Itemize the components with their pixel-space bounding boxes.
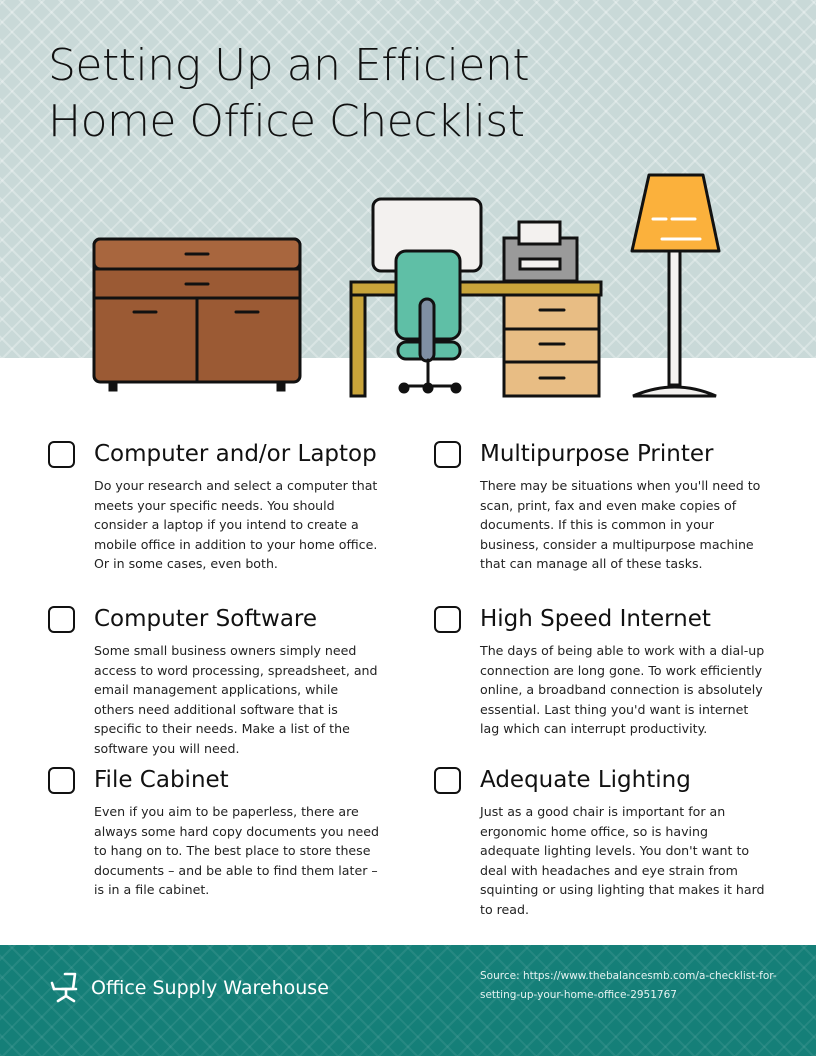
item-heading: Computer Software [94, 606, 318, 632]
office-illustration [0, 0, 816, 420]
checkbox-icon[interactable] [48, 767, 75, 794]
desk-illustration [351, 282, 601, 396]
office-chair-icon [48, 971, 80, 1005]
item-heading: High Speed Internet [480, 606, 711, 632]
floor-lamp-illustration [632, 175, 719, 396]
item-heading: Adequate Lighting [480, 767, 691, 793]
item-description: Just as a good chair is important for an ergonomic home office, so is having adequate lighting levels. You don't want to deal with headaches and eye strain from squinting or using lighting that makes it hard to read. [480, 804, 765, 917]
source-citation: Source: https://www.thebalancesmb.com/a-checklist-for-setting-up-your-home-office-2951767 [480, 970, 777, 1001]
item-description: The days of being able to work with a dial-up connection are long gone. To work efficiently online, a broadband connection is absolutely essential. Last thing you'd want is internet lag which can interrupt productivity. [480, 643, 765, 736]
checkbox-icon[interactable] [48, 606, 75, 633]
checkbox-icon[interactable] [48, 441, 75, 468]
checklist-item-internet [434, 603, 764, 739]
item-description: Do your research and select a computer that meets your specific needs. You should consider a laptop if you intend to create a mobile office in addition to your home office. Or in some cases, even both. [94, 478, 378, 571]
footer [0, 945, 816, 1056]
item-description: Even if you aim to be paperless, there are always some hard copy documents you need to hang on to. The best place to store these documents – and be able to find them later – is in a file cabinet. [94, 804, 379, 897]
office-chair-illustration [396, 251, 460, 392]
title-line-2: Home Office Checklist [48, 96, 525, 147]
brand-name: Office Supply Warehouse [91, 977, 329, 999]
checklist-item-computer [48, 438, 378, 574]
item-description: Some small business owners simply need access to word processing, spreadsheet, and email management applications, while others need additional software that is specific to their needs. Make a list of the software you will need. [94, 643, 378, 756]
item-heading: File Cabinet [94, 767, 229, 793]
brand [48, 971, 329, 1005]
item-heading: Computer and/or Laptop [94, 441, 377, 467]
file-cabinet-illustration [94, 239, 300, 390]
title-line-1: Setting Up an Efficient [48, 40, 530, 91]
checkbox-icon[interactable] [434, 606, 461, 633]
checklist-item-lighting [434, 764, 764, 919]
checkbox-icon[interactable] [434, 767, 461, 794]
item-heading: Multipurpose Printer [480, 441, 714, 467]
checklist-item-software [48, 603, 378, 758]
printer-illustration [504, 222, 577, 281]
checklist-item-file-cabinet [48, 764, 378, 900]
item-description: There may be situations when you'll need to scan, print, fax and even make copies of documents. If this is common in your business, consider a multipurpose machine that can manage all of these tasks. [480, 478, 761, 571]
checkbox-icon[interactable] [434, 441, 461, 468]
checklist-item-printer [434, 438, 764, 574]
